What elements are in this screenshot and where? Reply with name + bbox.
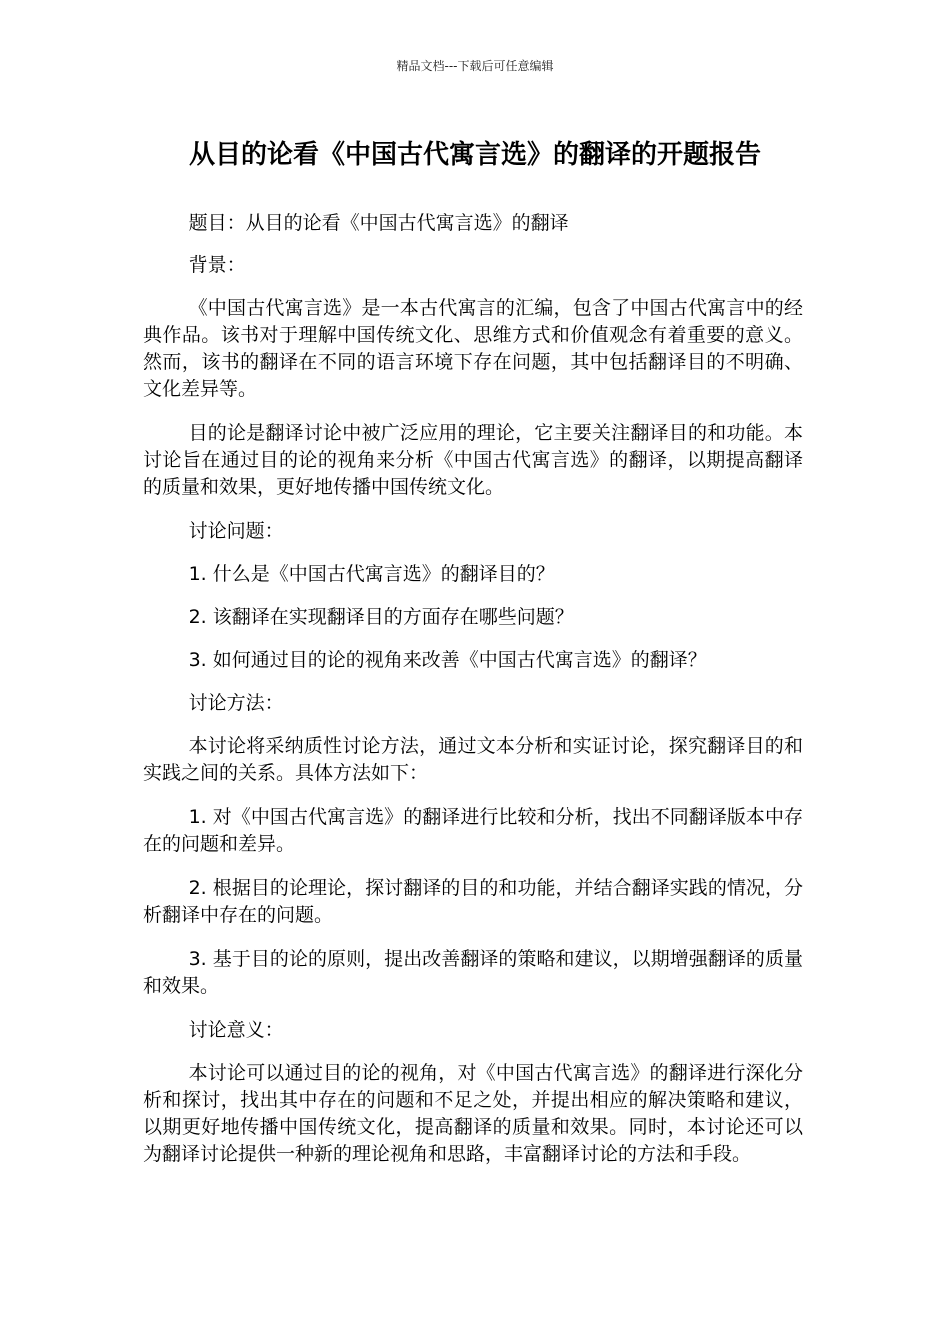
methods-intro: 本讨论将采纳质性讨论方法，通过文本分析和实证讨论，探究翻译目的和实践之间的关系。具体方法如下： [143, 735, 803, 784]
methods-heading: 讨论方法： [188, 692, 284, 714]
method-item-3: 3. 基于目的论的原则，提出改善翻译的策略和建议，以期增强翻译的质量和效果。 [143, 948, 803, 997]
topic-line: 题目：从目的论看《中国古代寓言选》的翻译 [188, 212, 569, 234]
method-item-2: 2. 根据目的论理论，探讨翻译的目的和功能，并结合翻译实践的情况，分析翻译中存在的问题。 [143, 877, 803, 926]
background-paragraph-2: 目的论是翻译讨论中被广泛应用的理论，它主要关注翻译目的和功能。本讨论旨在通过目的论的视角来分析《中国古代寓言选》的翻译，以期提高翻译的质量和效果，更好地传播中国传统文化。 [143, 422, 803, 498]
page-header: 精品文档---下载后可任意编辑 [396, 59, 554, 73]
background-heading: 背景： [188, 254, 246, 276]
question-item-2: 2. 该翻译在实现翻译目的方面存在哪些问题？ [188, 606, 574, 628]
background-paragraph-1: 《中国古代寓言选》是一本古代寓言的汇编，包含了中国古代寓言中的经典作品。该书对于理解中国传统文化、思维方式和价值观念有着重要的意义。然而，该书的翻译在不同的语言环境下存在问题，其中包括翻译目的不明确、文化差异等。 [143, 297, 803, 400]
question-item-3: 3. 如何通过目的论的视角来改善《中国古代寓言选》的翻译？ [188, 649, 707, 671]
question-item-1: 1. 什么是《中国古代寓言选》的翻译目的？ [188, 563, 555, 585]
document-title: 从目的论看《中国古代寓言选》的翻译的开题报告 [188, 140, 761, 170]
method-item-1: 1. 对《中国古代寓言选》的翻译进行比较和分析，找出不同翻译版本中存在的问题和差异。 [143, 806, 803, 855]
questions-heading: 讨论问题： [188, 520, 284, 542]
significance-heading: 讨论意义： [188, 1019, 284, 1041]
document-body [143, 210, 803, 1168]
significance-paragraph: 本讨论可以通过目的论的视角，对《中国古代寓言选》的翻译进行深化分析和探讨，找出其中存在的问题和不足之处，并提出相应的解决策略和建议，以期更好地传播中国传统文化，提高翻译的质量和效果。同时，本讨论还可以为翻译讨论提供一种新的理论视角和思路，丰富翻译讨论的方法和手段。 [143, 1062, 803, 1165]
